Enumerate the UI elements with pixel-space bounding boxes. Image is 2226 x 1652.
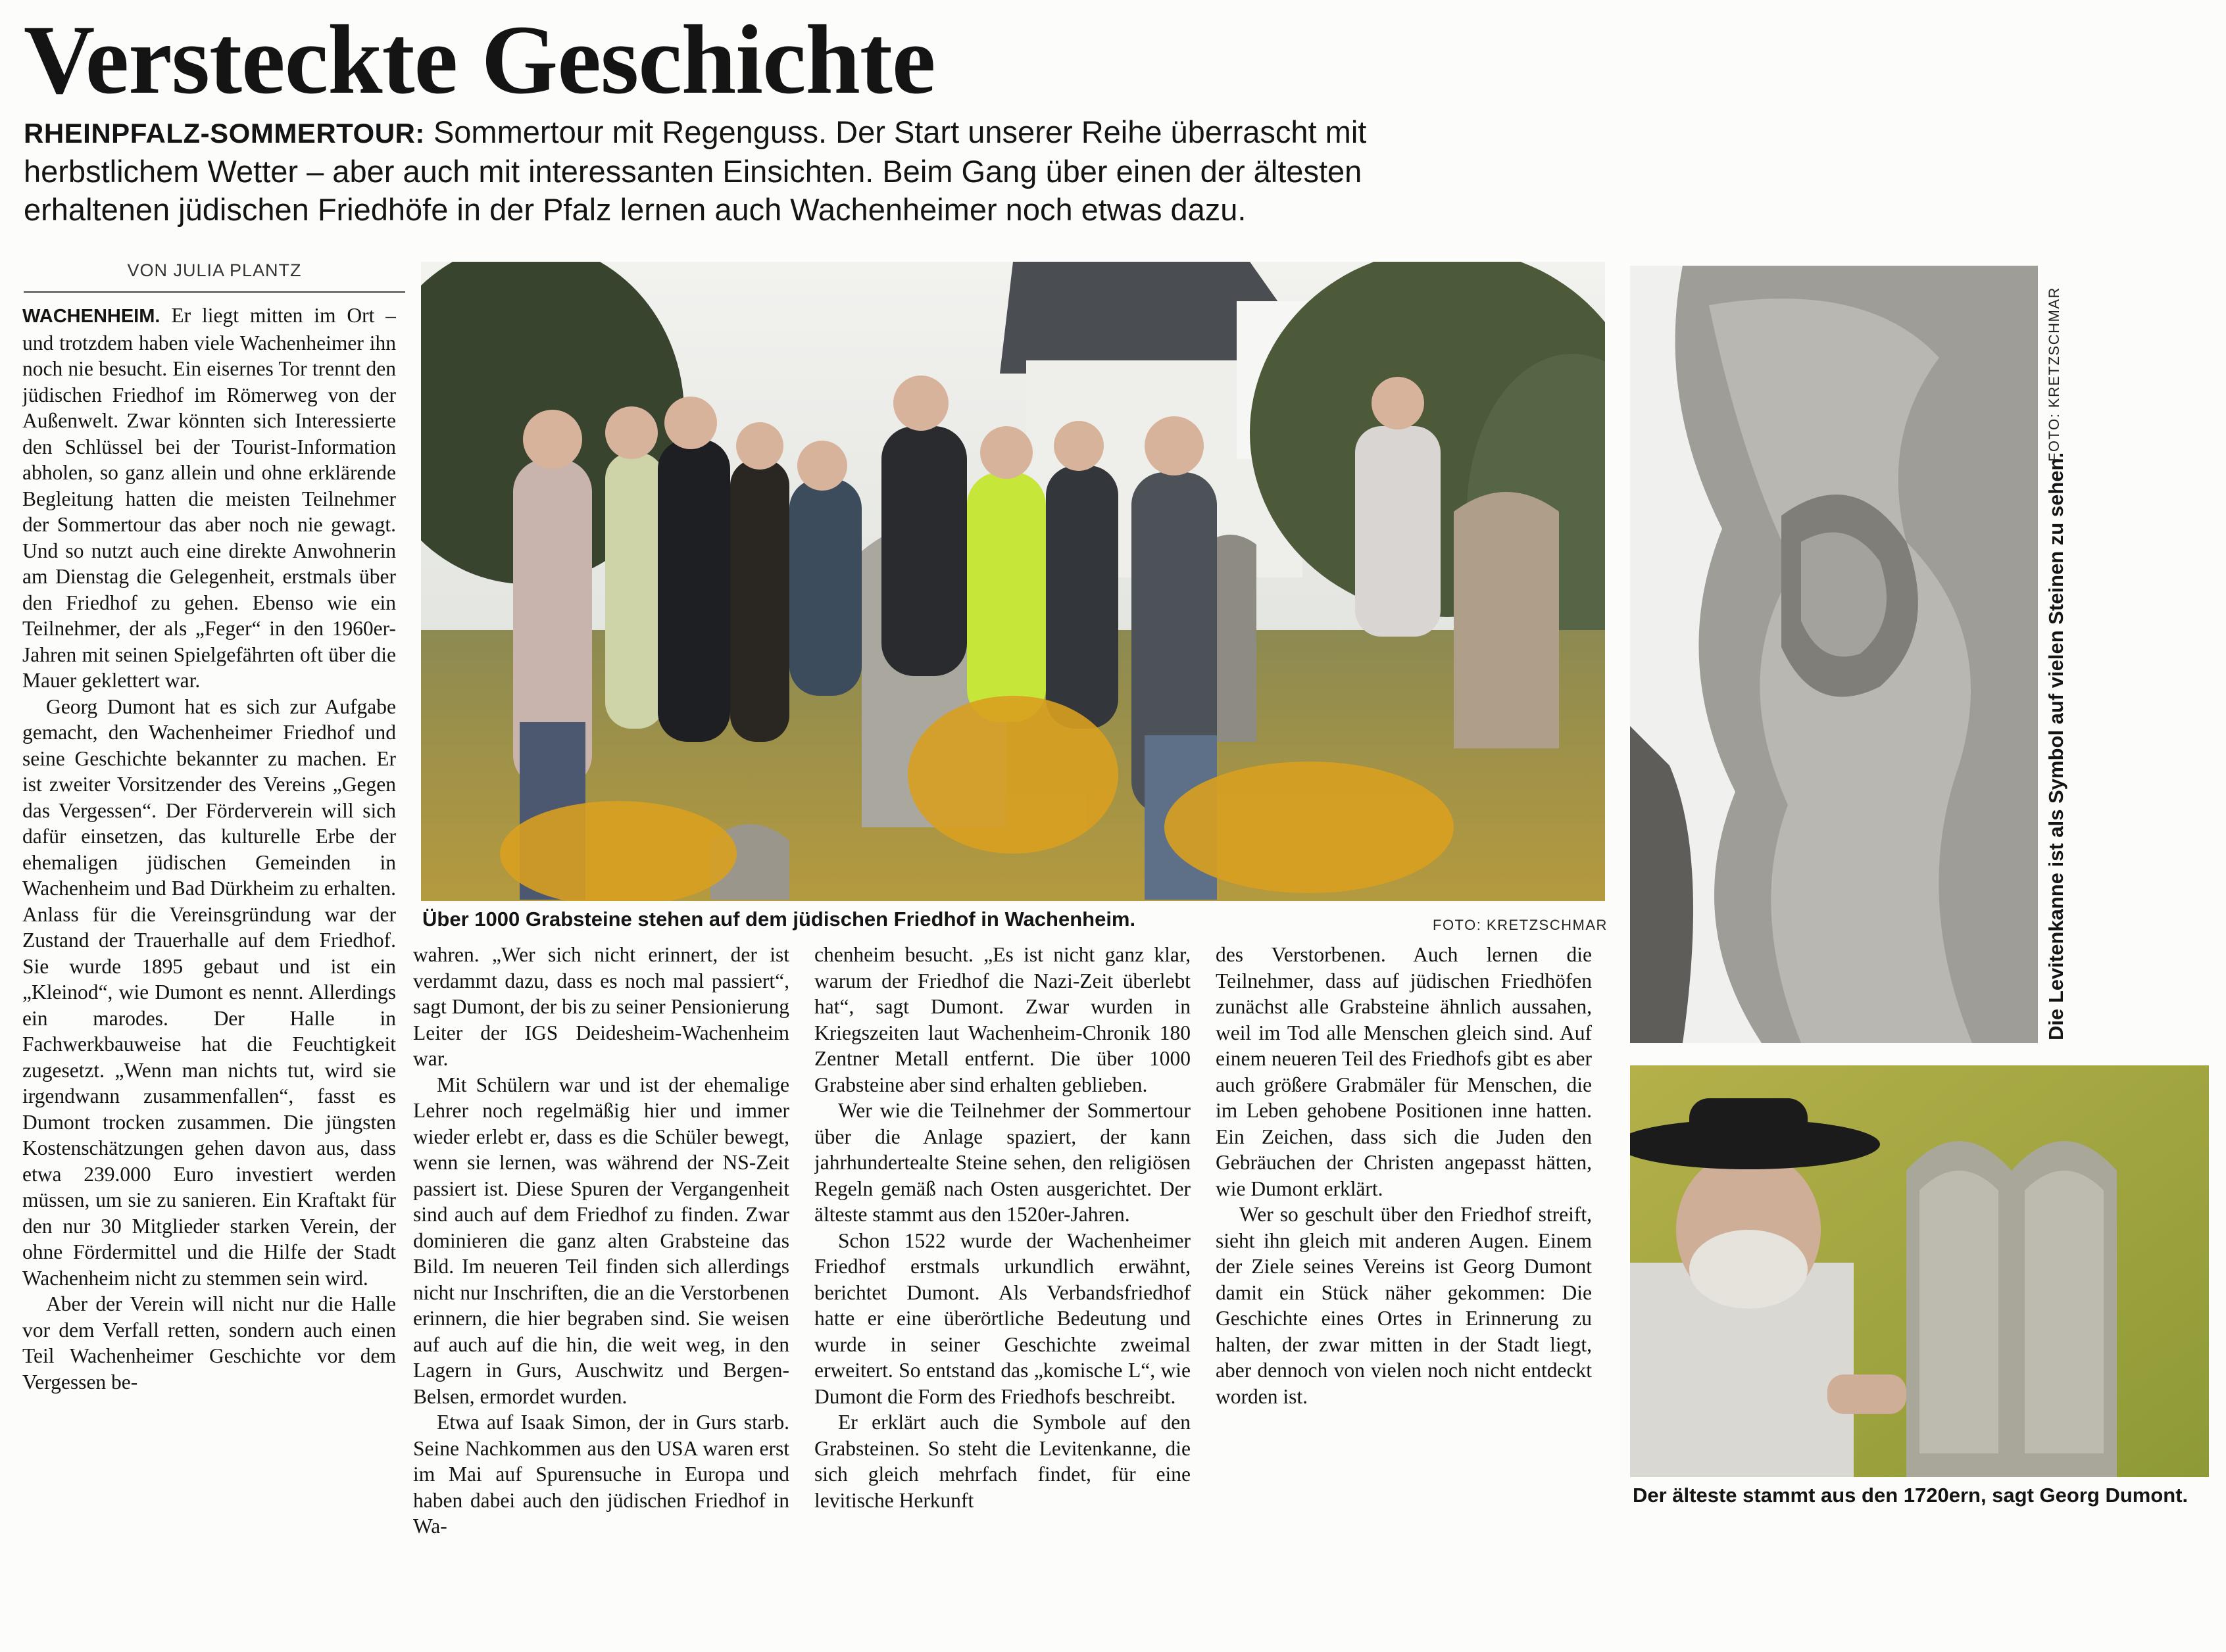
main-photo-credit: FOTO: KRETZSCHMAR [1433,917,1608,933]
article-column-3 [814,942,1191,1651]
article-column-4 [1216,942,1592,1501]
main-photo [421,262,1605,901]
paragraph: Etwa auf Isaak Simon, der in Gurs starb. Seine Nachkommen aus den USA waren erst im Mai auf Spurensuche in Europa und haben dabei auch den jüdischen Friedhof in Wa- [413,1411,789,1538]
dateline: WACHENHEIM. [22,306,161,327]
dek-kicker: RHEINPFALZ-SOMMERTOUR: [24,118,425,149]
byline: VON JULIA PLANTZ [127,260,302,280]
paragraph: des Verstorbenen. Auch lernen die Teilnehmer, dass auf jüdischen Friedhöfen zunächst alle Grabsteine ähnlich aussahen, weil im Tod alle Menschen gleich sind. Auf einem neueren Teil des Friedhofs gibt es aber auch größere Grabmäler für Menschen, die im Leben gehobene Positionen inne hatten. Ein Zeichen, dass sich die Juden den Gebräuchen der Christen angepasst hätten, wie Dumont erklärt. [1216,943,1592,1200]
paragraph: Wer so geschult über den Friedhof streift, sieht ihn gleich mit anderen Augen. Einem der Ziele seines Vereins ist Georg Dumont damit ein Stück näher gekommen: Die Geschichte eines Ortes in Erinnerung zu halten, der zwar mitten in der Stadt liegt, aber dennoch von vielen noch nicht entdeckt worden ist. [1216,1203,1592,1408]
byline-rule [24,291,405,293]
dek [24,113,1438,229]
article-column-2 [413,942,789,1651]
paragraph-text: Er liegt mitten im Ort – und trotzdem haben viele Wachenheimer ihn noch nie besucht. Ein eisernes Tor trennt den jüdischen Friedhof im Römerweg von der Außenwelt. Zwar könnten sich Interessierte den Schlüssel bei der Tourist-Information abholen, so ganz allein und ohne erklärende Begleitung hatten die meisten Teilnehmer der Sommertour das aber noch nie gewagt. Und so nutzt auch eine direkte Anwohnerin am Dienstag die Gelegenheit, erstmals über den Friedhof zu gehen. Ebenso wie ein Teilnehmer, der als „Feger“ in den 1960er-Jahren mit seinen Spielgefährten oft über die Mauer geklettert war. [22,304,396,692]
dek-text: Sommertour mit Regenguss. Der Start unserer Reihe überrascht mit herbstlichem Wetter – aber auch mit interessanten Einsichten. Beim Gang über einen der ältesten erhaltenen jüdischen Friedhöfe in der Pfalz lernen auch Wachenheimer noch etwas dazu. [24,114,1367,227]
jug-photo-credit: FOTO: KRETZSCHMAR [2046,287,2062,462]
paragraph: Aber der Verein will nicht nur die Halle vor dem Verfall retten, sondern auch einen Teil Wachenheimer Geschichte vor dem Vergessen be- [22,1292,396,1394]
paragraph: Wer wie die Teilnehmer der Sommertour über die Anlage spaziert, der kann jahrhundertealte Steine sehen, den religiösen Regeln gemäß nach Osten ausgerichtet. Der älteste stammt aus den 1520er-Jahren. [814,1099,1191,1226]
headline: Versteckte Geschichte [24,5,935,114]
dumont-photo-caption: Der älteste stammt aus den 1720ern, sagt Georg Dumont. [1633,1484,2189,1507]
paragraph: Schon 1522 wurde der Wachenheimer Friedhof erstmals urkundlich erwähnt, berichtet Dumont. Als Verbandsfriedhof hatte er eine überörtliche Bedeutung und wurde in seiner Geschichte zweimal erweitert. So entstand das „komische L“, wie Dumont die Form des Friedhofs beschreibt. [814,1228,1191,1408]
paragraph: Mit Schülern war und ist der ehemalige Lehrer noch regelmäßig hier und immer wieder erlebt er, dass es die Schüler bewegt, wenn sie lernen, was während der NS-Zeit passiert ist. Diese Spuren der Vergangenheit sind auch auf dem Friedhof zu finden. Zwar dominieren die ganz alten Grabsteine das Bild. Im neueren Teil finden sich allerdings nicht nur Inschriften, die an die Verstorbenen erinnern, die hier begraben sind. Sie weisen auf auch auf die hin, die weit weg, in den Lagern in Gurs, Auschwitz und Bergen-Belsen, ermordet wurden. [413,1073,789,1408]
paragraph: chenheim besucht. „Es ist nicht ganz klar, warum der Friedhof die Nazi-Zeit überlebt hat“, sagt Dumont. Zwar wurden in Kriegszeiten laut Wachenheim-Chronik 180 Zentner Metall entfernt. Die über 1000 Grabsteine aber sind erhalten geblieben. [814,943,1191,1096]
jug-photo-caption: Die Levitenkanne ist als Symbol auf vielen Steinen zu sehen. [2044,452,2067,1040]
paragraph: Georg Dumont hat es sich zur Aufgabe gemacht, den Wachenheimer Friedhof und seine Geschichte bekannter zu machen. Er ist zweiter Vorsitzender des Vereins „Gegen das Vergessen“. Der Förderverein will sich dafür einsetzen, das kulturelle Erbe der ehemaligen jüdischen Gemeinden in Wachenheim und Bad Dürkheim zu erhalten. Anlass für die Vereinsgründung war der Zustand der Trauerhalle auf dem Friedhof. Sie wurde 1895 gebaut und ist ein „Kleinod“, wie Dumont es nennt. Allerdings ein marodes. Der Halle in Fachwerkbauweise hat die Feuchtigkeit zugesetzt. „Wenn man nichts tut, wird sie irgendwann zusammenfallen“, fasst es Dumont trocken zusammen. Die jüngsten Kostenschätzungen gehen davon aus, dass etwa 239.000 Euro investiert werden müssen, um sie zu sanieren. Ein Kraftakt für den nur 30 Mitglieder starken Verein, der ohne Fördermittel und die Hilfe der Stadt Wachenheim nicht zu stemmen sein wird. [22,694,396,1290]
paragraph: wahren. „Wer sich nicht erinnert, der ist verdammt dazu, dass es noch mal passiert“, sagt Dumont, der bis zu seiner Pensionierung Leiter der IGS Deidesheim-Wachenheim war. [413,943,789,1070]
paragraph [22,303,396,694]
article-column-1 [22,303,396,1651]
main-photo-caption: Über 1000 Grabsteine stehen auf dem jüdischen Friedhof in Wachenheim. [422,908,1136,931]
dumont-photo [1630,1065,2209,1477]
paragraph: Er erklärt auch die Symbole auf den Grabsteinen. So steht die Levitenkanne, die sich gleich mehrfach findet, für eine levitische Herkunft [814,1411,1191,1512]
jug-photo [1630,266,2038,1043]
